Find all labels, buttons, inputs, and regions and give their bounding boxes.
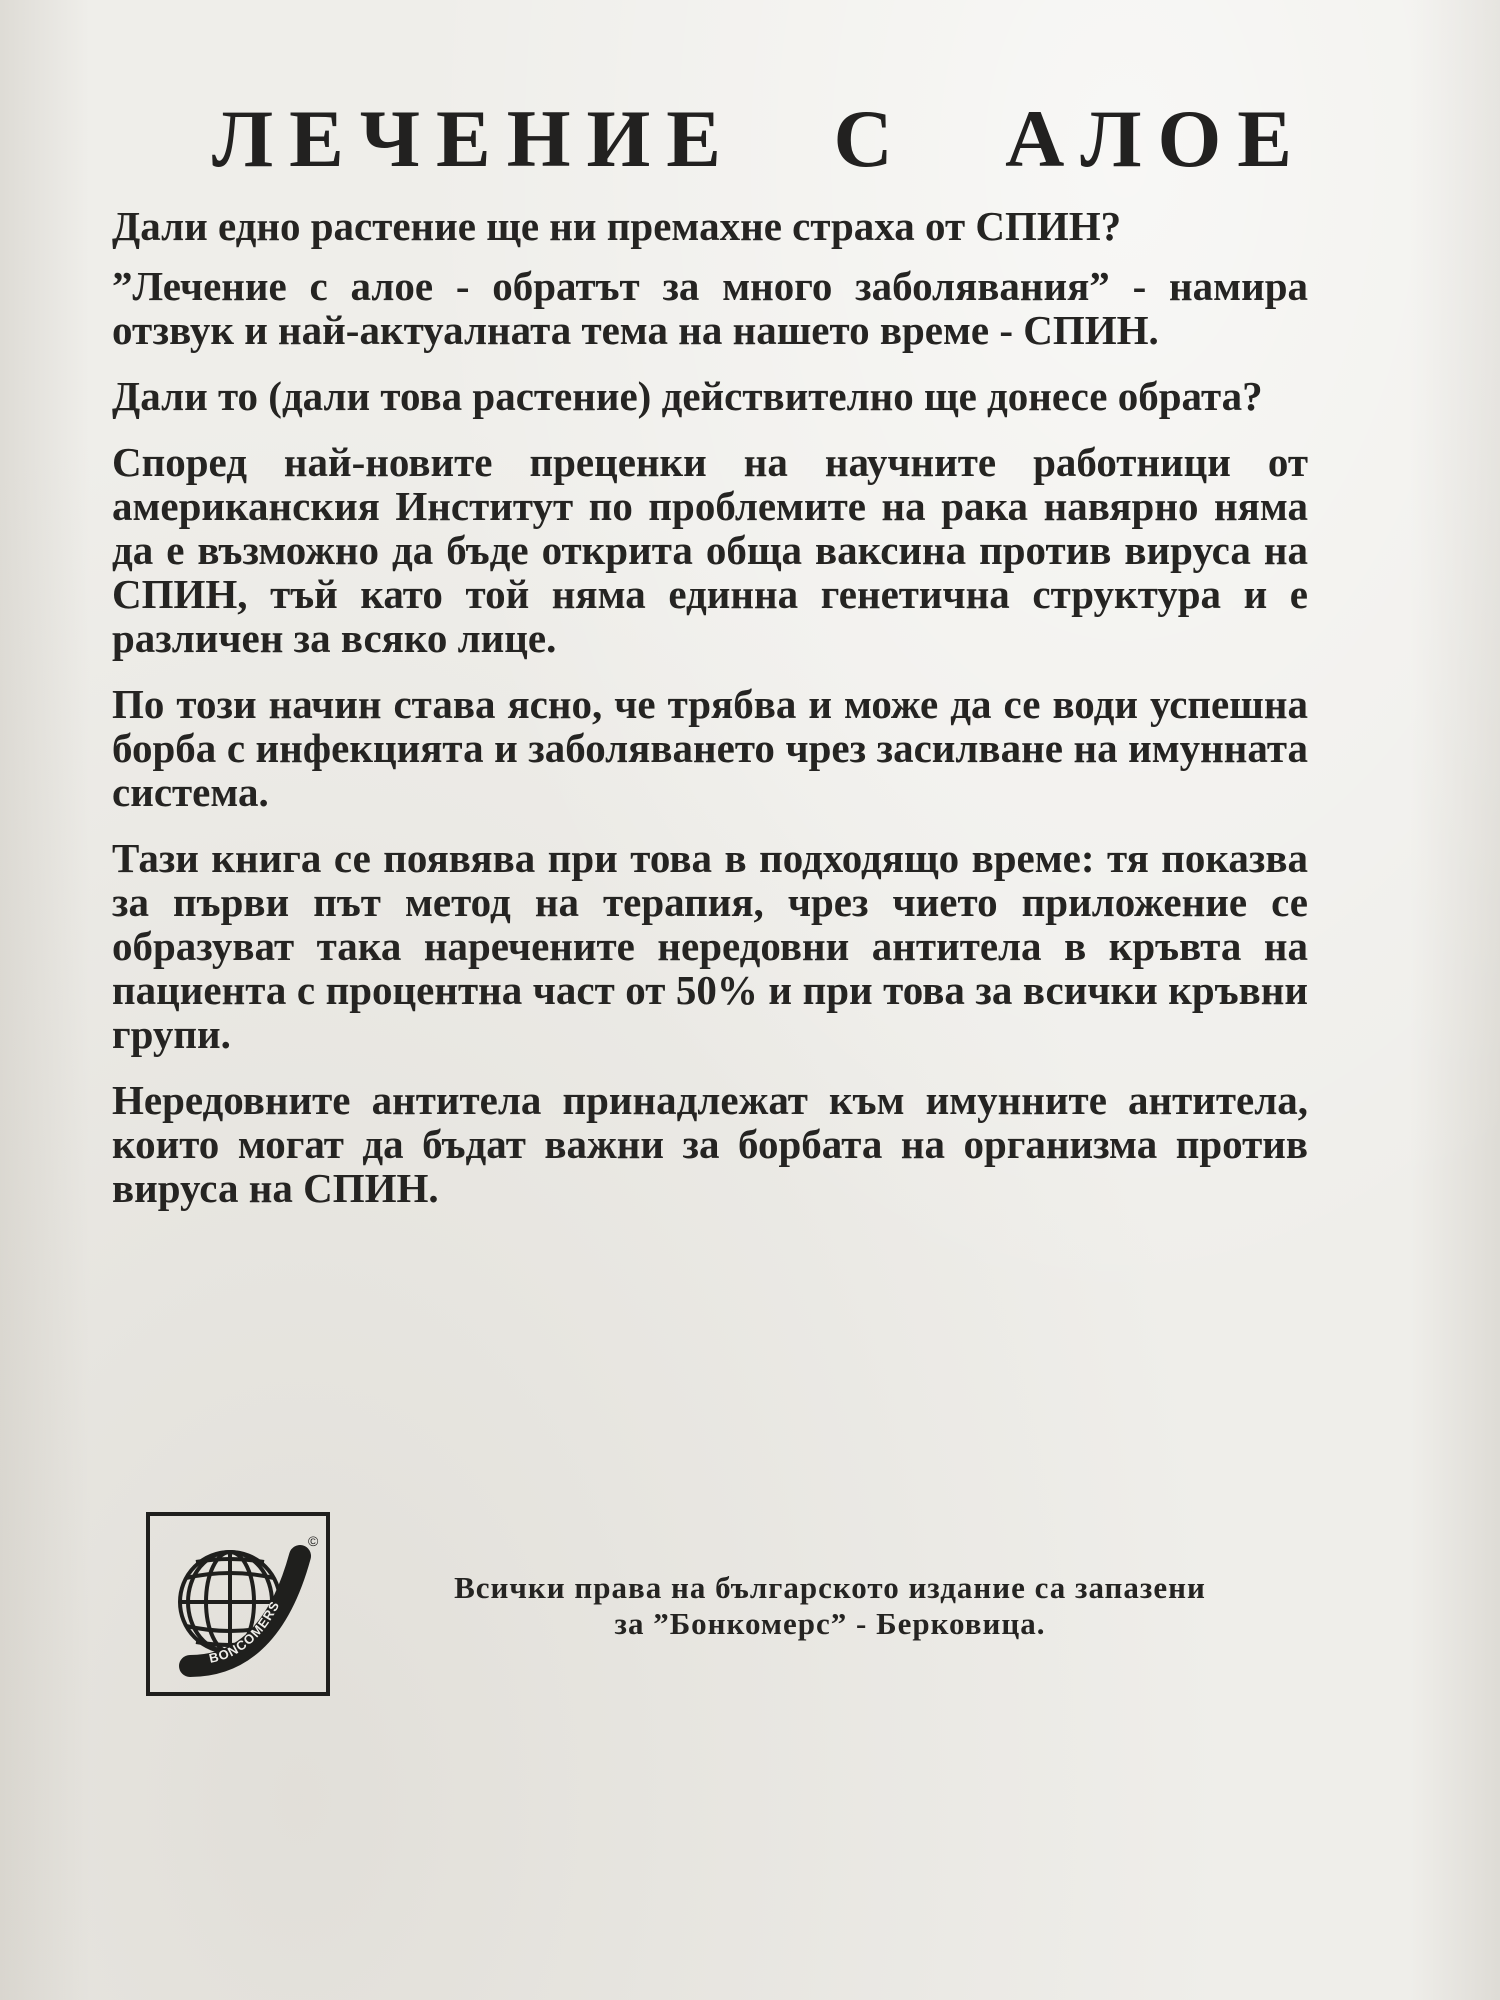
paragraph-2: ”Лечение с алое - обратът за много заболявания” - намира отзвук и най-актуалната тема на нашето време - СПИН. [112,263,1308,353]
paragraph-6: Тази книга се появява при това в подходящо време: тя показва за първи път метод на терапия, чрез чието приложение се образуват така наречените нередовни антитела в кръвта на пациента с процентна част от 50% и при това за всички кръвни групи. [112,835,1308,1057]
copyright-line-1: Всички права на българското издание са запазени [454,1570,1206,1605]
page-title: ЛЕЧЕНИЕ С АЛОЕ [212,93,1308,184]
paragraph-1: Дали едно растение ще ни премахне страха от СПИН? [112,203,1122,249]
paragraph-7: Нередовните антитела принадлежат към имунните антитела, които могат да бъдат важни за борбата на организма против вируса на СПИН. [112,1077,1308,1211]
paragraph-5: По този начин става ясно, че трябва и може да се води успешна борба с инфекцията и заболяването чрез засилване на имунната система. [112,681,1308,815]
registered-mark: © [308,1533,319,1549]
copyright-notice [360,1570,1300,1642]
publisher-logo [146,1512,330,1696]
paragraph-4: Според най-новите преценки на научните работници от американския Институт по проблемите на рака навярно няма да е възможно да бъде открита обща ваксина против вируса на СПИН, тъй като той няма единна генетична структура и е различен за всяко лице. [112,439,1308,661]
logo-text: BONCOMERS [207,1598,283,1666]
paragraph-3: Дали то (дали това растение) действително ще донесе обрата? [112,373,1263,419]
body-text [112,204,1308,1232]
globe-logo-icon [150,1516,326,1692]
copyright-line-2: за ”Бонкомерс” - Берковица. [614,1606,1046,1641]
